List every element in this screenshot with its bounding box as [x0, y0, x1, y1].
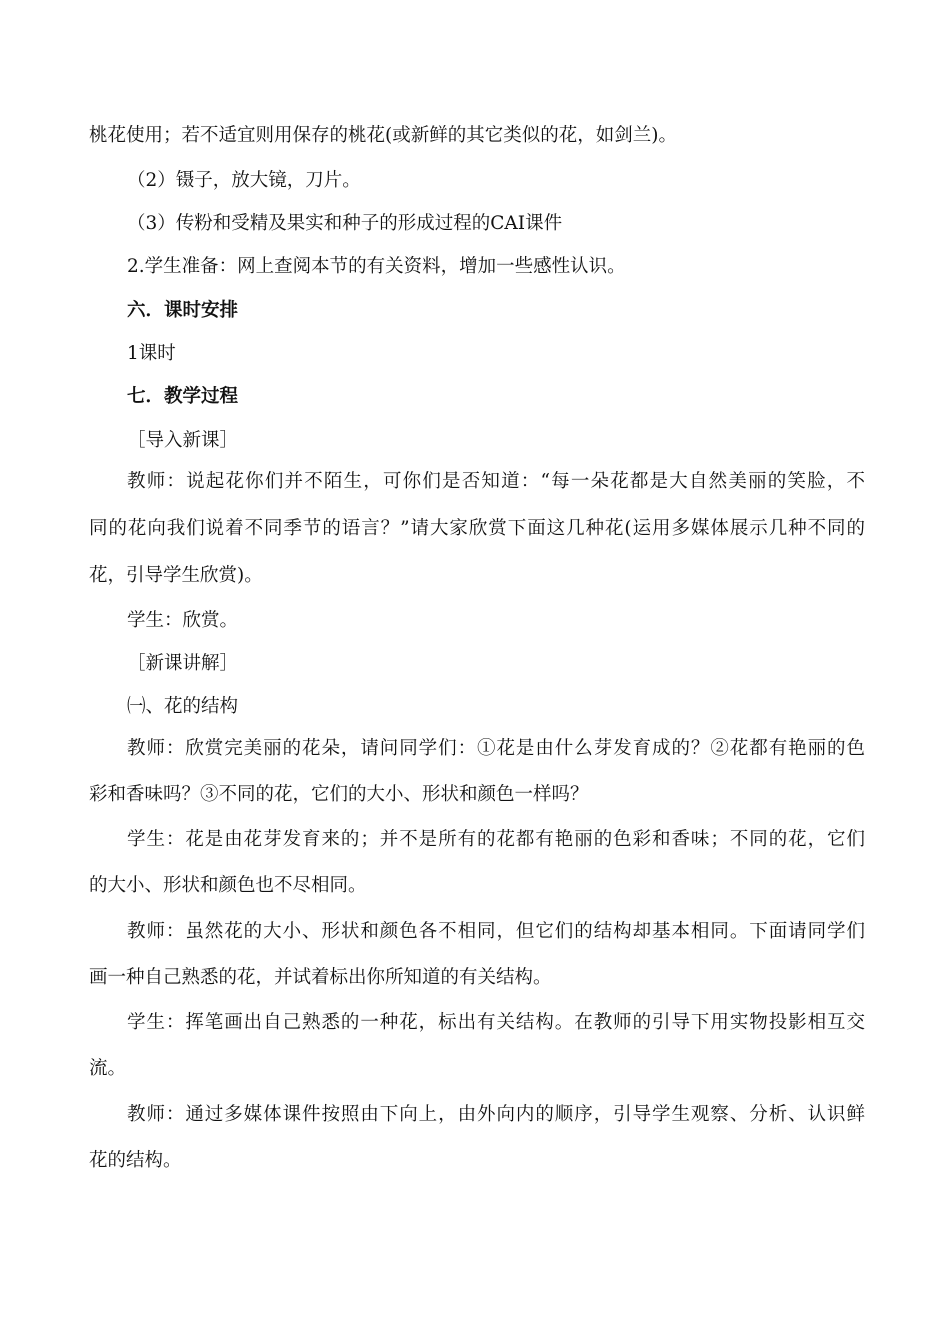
- paragraph-line: 2.学生准备：网上查阅本节的有关资料，增加一些感性认识。: [127, 256, 626, 277]
- list-item: （3）传粉和受精及果实和种子的形成过程的CAI课件: [127, 213, 563, 234]
- paragraph-line: 流。: [89, 1058, 127, 1079]
- paragraph-line: 教师：通过多媒体课件按照由下向上，由外向内的顺序，引导学生观察、分析、认识鲜: [127, 1104, 865, 1125]
- subsection-label: ［新课讲解］: [127, 653, 239, 674]
- paragraph-line: 花的结构。: [89, 1150, 182, 1171]
- section-heading: 七．教学过程: [127, 386, 239, 407]
- paragraph-line: 学生：花是由花芽发育来的；并不是所有的花都有艳丽的色彩和香味；不同的花，它们: [127, 829, 865, 850]
- list-item: （2）镊子，放大镜，刀片。: [127, 170, 361, 191]
- paragraph-line: 教师：虽然花的大小、形状和颜色各不相同，但它们的结构却基本相同。下面请同学们: [127, 921, 865, 942]
- paragraph-line: 教师：欣赏完美丽的花朵，请问同学们：①花是由什么芽发育成的？②花都有艳丽的色: [127, 738, 865, 759]
- paragraph-line: 画一种自己熟悉的花，并试着标出你所知道的有关结构。: [89, 967, 552, 988]
- paragraph-line: 花，引导学生欣赏)。: [89, 565, 263, 586]
- subsection-label: ［导入新课］: [127, 430, 239, 451]
- paragraph-line: 的大小、形状和颜色也不尽相同。: [89, 875, 367, 896]
- paragraph-line: 学生：欣赏。: [127, 610, 239, 631]
- subsection-heading: ㈠、花的结构: [127, 696, 239, 717]
- paragraph-line: 1课时: [127, 343, 176, 364]
- paragraph-line: 桃花使用；若不适宜则用保存的桃花(或新鲜的其它类似的花，如剑兰)。: [89, 125, 677, 146]
- paragraph-line: 学生：挥笔画出自己熟悉的一种花，标出有关结构。在教师的引导下用实物投影相互交: [127, 1012, 865, 1033]
- paragraph-line: 教师：说起花你们并不陌生，可你们是否知道：“每一朵花都是大自然美丽的笑脸，不: [127, 471, 865, 492]
- paragraph-line: 彩和香味吗？③不同的花，它们的大小、形状和颜色一样吗？: [89, 784, 589, 805]
- section-heading: 六．课时安排: [127, 300, 239, 321]
- paragraph-line: 同的花向我们说着不同季节的语言？”请大家欣赏下面这几种花(运用多媒体展示几种不同的: [89, 518, 865, 539]
